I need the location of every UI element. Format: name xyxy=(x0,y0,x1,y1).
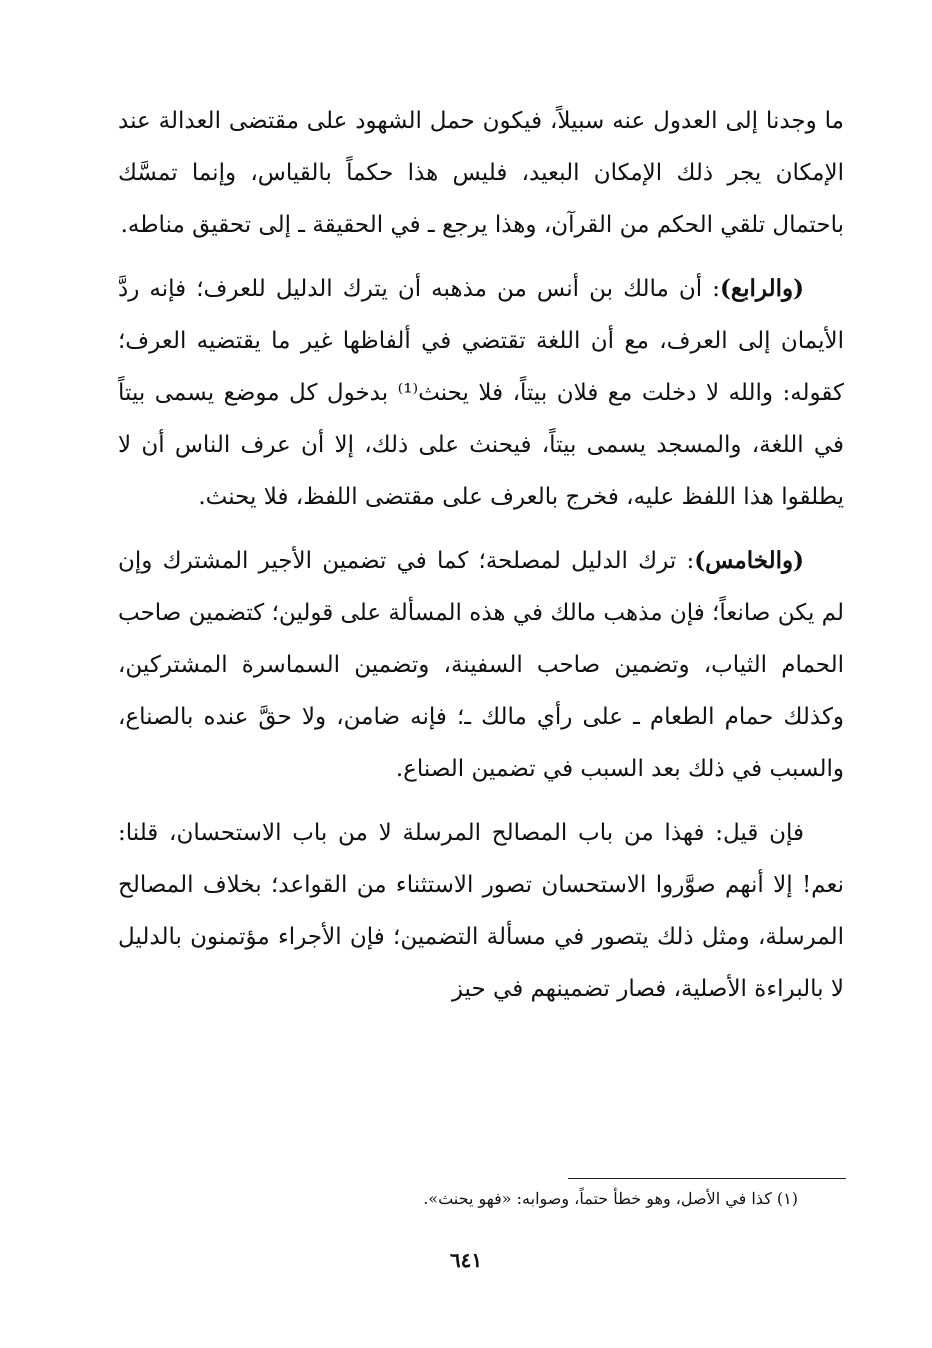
paragraph-1-text: ما وجدنا إلى العدول عنه سبيلاً، فيكون حمل الشهود على مقتضى العدالة عند الإمكان يجر ذلك الإمكان البعيد، فليس هذا حكماً بالقياس، وإنما تمسَّك باحتمال تلقي الحكم من القرآن، وهذا يرجع ـ في الحقيقة ـ إلى تحقيق مناطه. xyxy=(118,108,844,238)
paragraph-2 xyxy=(118,263,844,523)
paragraph-1 xyxy=(118,95,844,251)
paragraph-4 xyxy=(118,807,844,1015)
paragraph-2-text: : أن مالك بن أنس من مذهبه أن يترك الدليل للعرف؛ فإنه ردَّ الأيمان إلى العرف، مع أن اللغة تقتضي في ألفاظها غير ما يقتضيه العرف؛ كقوله: والله لا دخلت مع فلان بيتاً، فلا يحنث⁽¹⁾ بدخول كل موضع يسمى بيتاً في اللغة، والمسجد يسمى بيتاً، فيحنث على ذلك، إلا أن عرف الناس أن لا يطلقوا هذا اللفظ عليه، فخرج بالعرف على مقتضى اللفظ، فلا يحنث. xyxy=(118,276,844,510)
paragraph-3 xyxy=(118,535,844,795)
page-number: ٦٤١ xyxy=(449,1248,483,1272)
paragraph-2-lead: (والرابع) xyxy=(720,275,804,302)
paragraph-3-text: : ترك الدليل لمصلحة؛ كما في تضمين الأجير المشترك وإن لم يكن صانعاً؛ فإن مذهب مالك في هذه المسألة على قولين؛ كتضمين صاحب الحمام الثياب، وتضمين صاحب السفينة، وتضمين السماسرة المشتركين، وكذلك حمام الطعام ـ على رأي مالك ـ؛ فإنه ضامن، ولا حقَّ عنده بالصناع، والسبب في ذلك بعد السبب في تضمين الصناع. xyxy=(118,548,844,782)
footnote: (١) كذا في الأصل، وهو خطأ حتماً، وصوابه: «فهو يحنث». xyxy=(423,1189,798,1208)
paragraph-4-text: فإن قيل: فهذا من باب المصالح المرسلة لا من باب الاستحسان، قلنا: نعم! إلا أنهم صوَّروا الاستحسان تصور الاستثناء من القواعد؛ بخلاف المصالح المرسلة، ومثل ذلك يتصور في مسألة التضمين؛ فإن الأجراء مؤتمنون بالدليل لا بالبراءة الأصلية، فصار تضمينهم في حيز xyxy=(118,820,844,1002)
paragraph-3-lead: (والخامس) xyxy=(694,547,804,574)
main-text xyxy=(118,95,844,1015)
footnote-divider xyxy=(568,1178,846,1179)
